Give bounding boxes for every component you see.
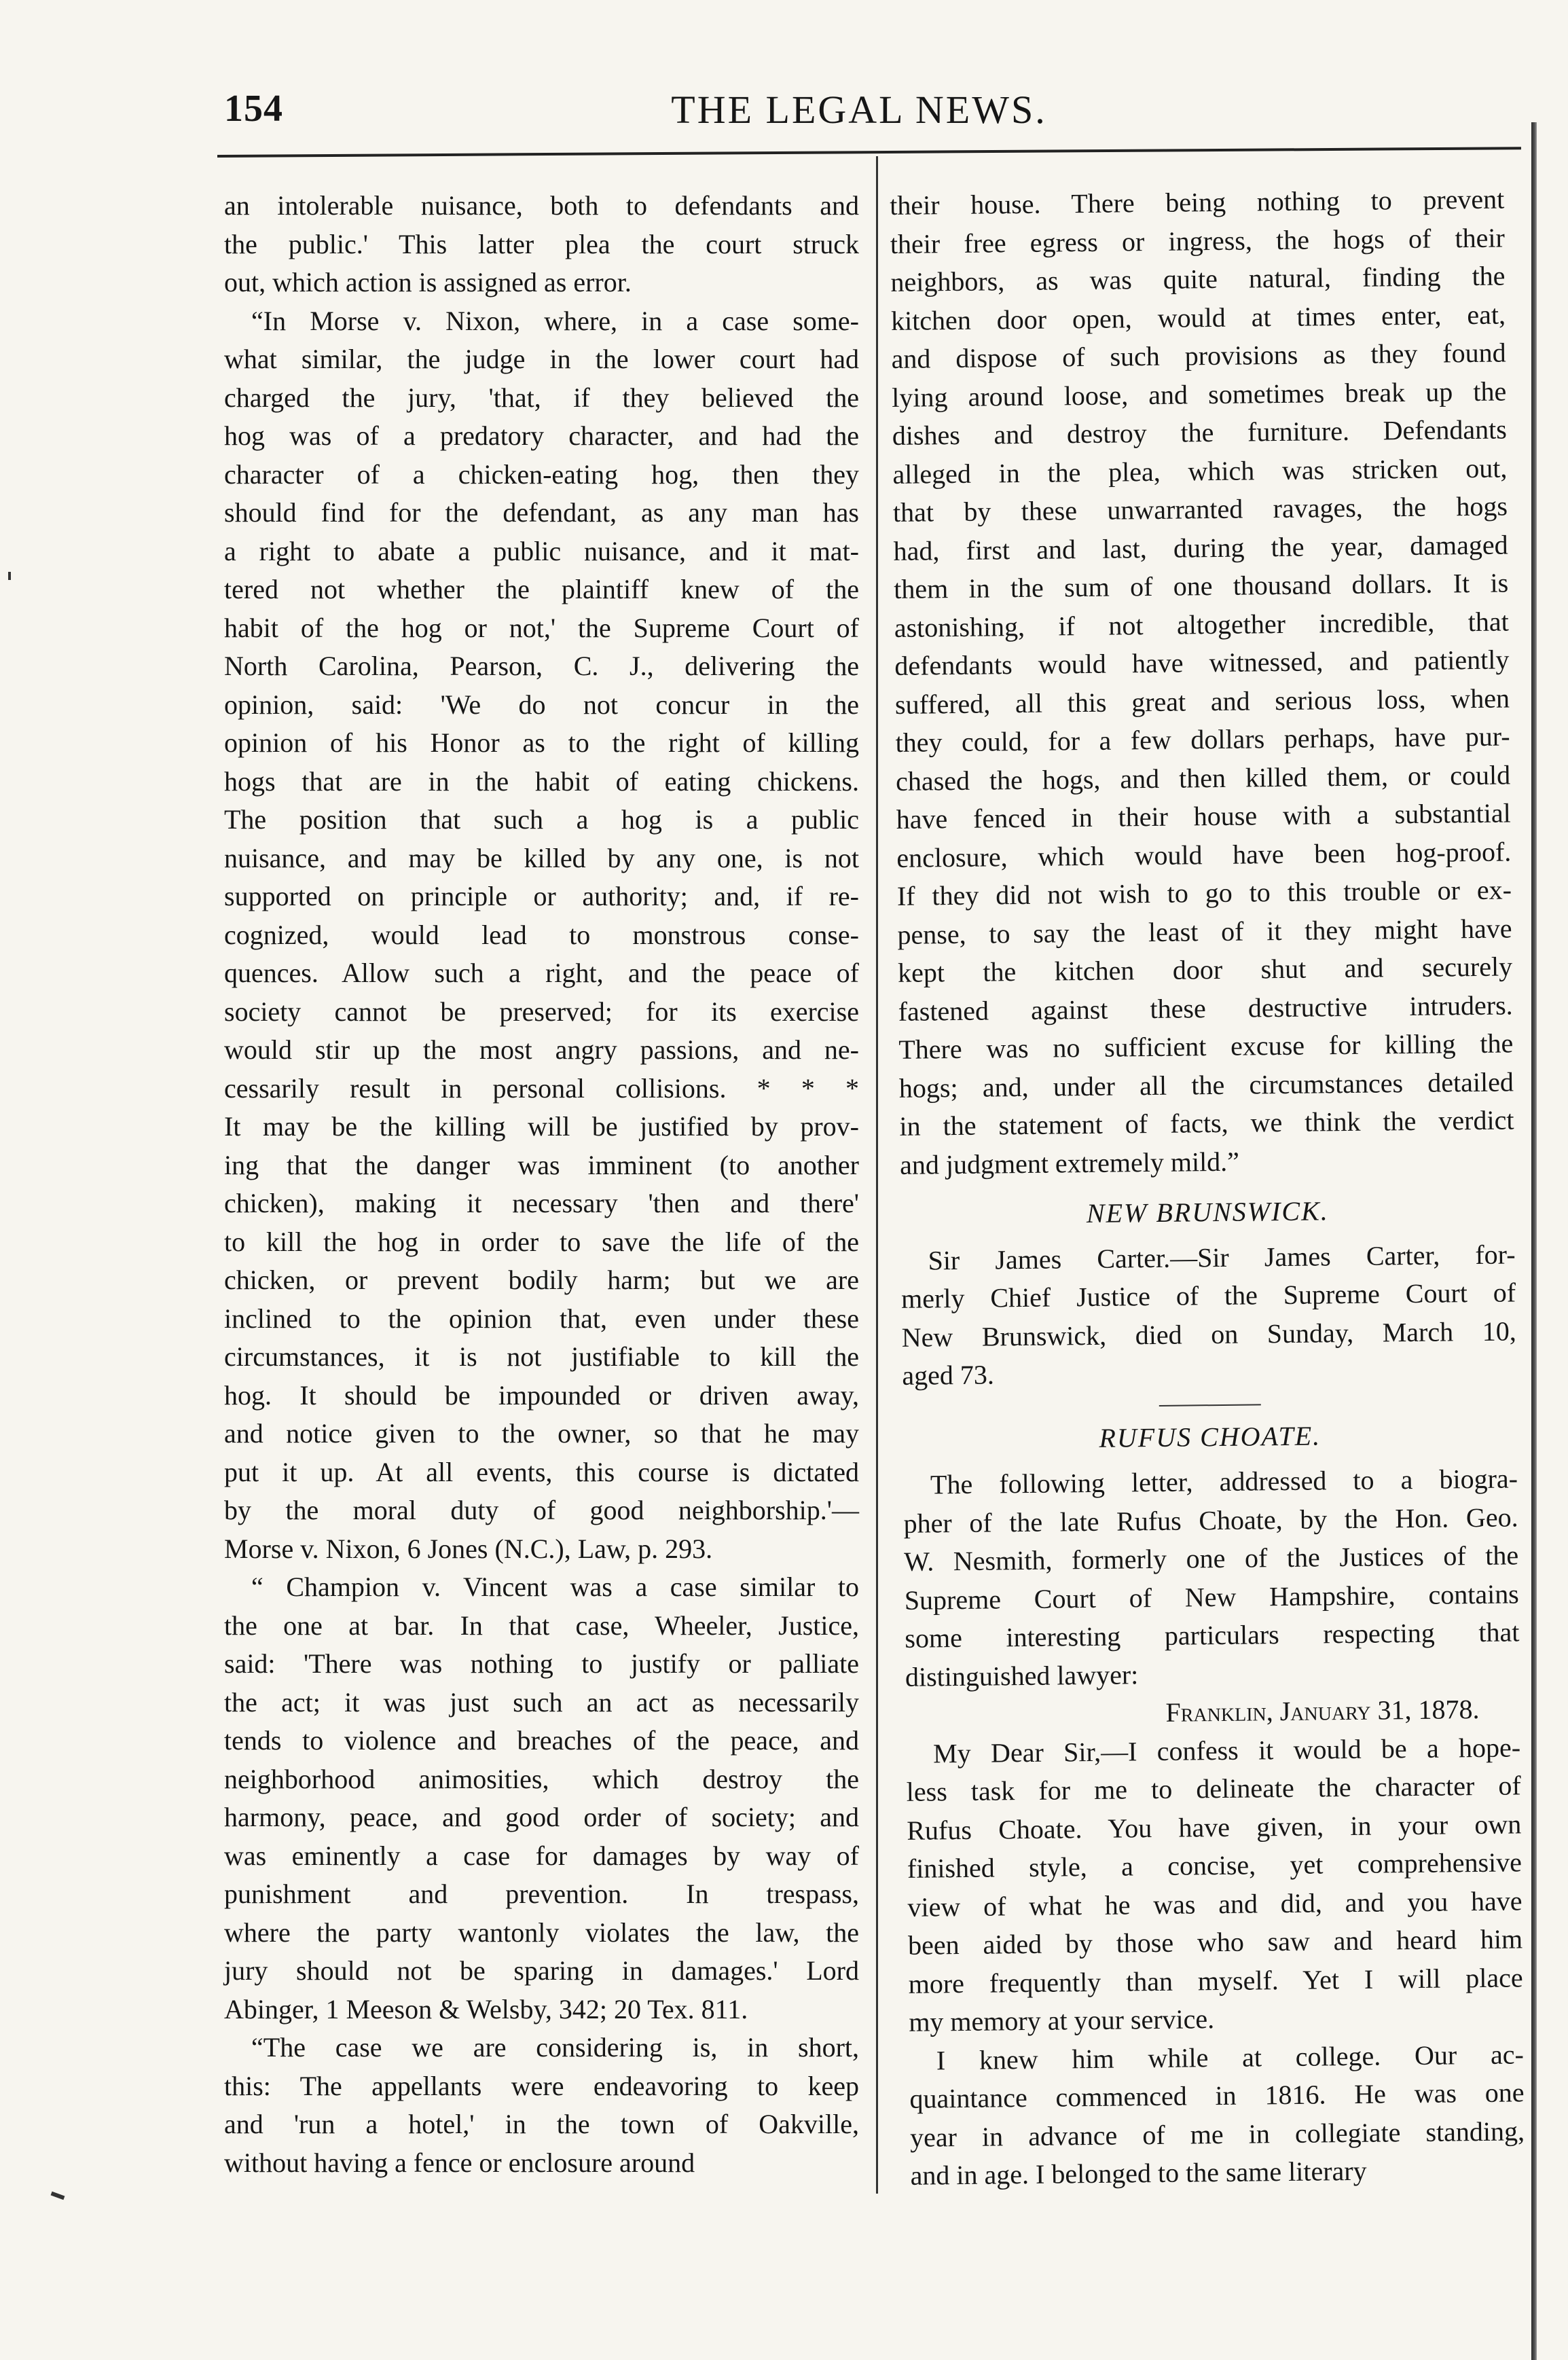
text-line: put it up. At all events, this course is dictated xyxy=(224,1456,859,1487)
hotel-case-continuation xyxy=(890,181,1514,1184)
new-brunswick-notice xyxy=(900,1235,1516,1395)
text-line: W. Nesmith, formerly one of the Justices of the xyxy=(903,1540,1519,1577)
text-line: supported on principle or authority; and, if re- xyxy=(224,881,859,911)
text-line: cognized, would lead to monstrous conse- xyxy=(224,919,859,950)
margin-mark xyxy=(51,2192,65,2200)
text-line: neighborhood animosities, which destroy the xyxy=(224,1763,859,1794)
text-line: hogs; and, under all the circumstances detailed xyxy=(898,1066,1514,1104)
text-line: and notice given to the owner, so that he may xyxy=(224,1418,859,1449)
text-line: out, which action is assigned as error. xyxy=(224,267,632,297)
letter-paragraph-2 xyxy=(909,2035,1525,2195)
text-line: pher of the late Rufus Choate, by the Hon. Geo. xyxy=(903,1501,1518,1539)
text-line: charged the jury, 'that, if they believed the xyxy=(224,382,859,413)
text-line: was eminently a case for damages by way of xyxy=(224,1840,859,1871)
text-line: would stir up the most angry passions, and ne- xyxy=(224,1034,859,1065)
header-rule xyxy=(217,147,1521,158)
text-line: less task for me to delineate the character of xyxy=(906,1770,1521,1807)
column-divider xyxy=(876,156,878,2194)
text-line: should find for the defendant, as any man has xyxy=(224,497,859,528)
text-line: astonishing, if not altogether incredible, that xyxy=(894,605,1509,643)
right-column xyxy=(890,181,1525,2196)
text-line: Abinger, 1 Meeson & Welsby, 342; 20 Tex. 811. xyxy=(224,1993,748,2025)
text-line: been aided by those who saw and heard him xyxy=(907,1923,1523,1961)
text-line: a right to abate a public nuisance, and it mat- xyxy=(224,535,859,566)
text-line: opinion, said: 'We do not concur in the xyxy=(224,689,859,720)
text-line: jury should not be sparing in damages.' Lord xyxy=(224,1955,859,1986)
text-line: some interesting particulars respecting that xyxy=(905,1616,1520,1654)
text-line: year in advance of me in collegiate standing, xyxy=(909,2115,1525,2153)
text-line: in the statement of facts, we think the verdict xyxy=(899,1104,1514,1142)
page-edge-shadow xyxy=(1531,122,1537,2360)
text-line: aged 73. xyxy=(902,1359,995,1391)
text-line: Sir James Carter.—Sir James Carter, for- xyxy=(928,1238,1516,1275)
text-line: “In Morse v. Nixon, where, in a case some- xyxy=(251,305,859,336)
section-heading-new-brunswick: NEW BRUNSWICK. xyxy=(1086,1195,1329,1229)
text-line: more frequently than myself. Yet I will place xyxy=(908,1961,1523,1999)
letter-dateline: Franklin, January 31, 1878. xyxy=(1165,1694,1480,1728)
text-line: quences. Allow such a right, and the peace of xyxy=(224,958,859,988)
text-line: tends to violence and breaches of the peace, and xyxy=(224,1725,859,1756)
text-line: an intolerable nuisance, both to defendants and xyxy=(224,190,859,221)
text-line: hogs that are in the habit of eating chickens. xyxy=(224,765,859,797)
text-line: finished style, a concise, yet comprehensive xyxy=(907,1847,1523,1884)
text-line: neighbors, as was quite natural, finding the xyxy=(890,260,1506,297)
journal-title: THE LEGAL NEWS. xyxy=(671,88,1047,132)
text-line: character of a chicken-eating hog, then they xyxy=(224,458,859,490)
section-divider xyxy=(1159,1404,1260,1406)
text-line: view of what he was and did, and you have xyxy=(907,1885,1523,1923)
text-line: hog. It should be impounded or driven away, xyxy=(224,1379,859,1411)
text-line: them in the sum of one thousand dollars. It is xyxy=(893,567,1509,604)
text-line: defendants would have witnessed, and patiently xyxy=(894,644,1510,681)
text-line: It may be the killing will be justified by prov- xyxy=(224,1111,859,1142)
text-line: There was no sufficient excuse for killing the xyxy=(898,1028,1514,1065)
text-line: to kill the hog in order to save the life of the xyxy=(224,1226,859,1257)
text-line: and in age. I belonged to the same literary xyxy=(910,2155,1367,2191)
text-line: “The case we are considering is, in short, xyxy=(251,2032,859,2063)
text-line: my memory at your service. xyxy=(909,2003,1215,2037)
margin-mark xyxy=(8,572,11,580)
text-line: alleged in the plea, which was stricken out, xyxy=(892,452,1508,490)
text-line: distinguished lawyer: xyxy=(905,1658,1139,1692)
text-line: by the moral duty of good neighborship.'— xyxy=(224,1495,859,1525)
left-column xyxy=(224,187,859,2182)
text-line: and 'run a hotel,' in the town of Oakville, xyxy=(224,2109,859,2139)
text-line: enclosure, which would have been hog-proof. xyxy=(896,835,1512,873)
text-line: quaintance commenced in 1816. He was one xyxy=(909,2077,1525,2114)
text-line: North Carolina, Pearson, C. J., delivering the xyxy=(224,651,859,681)
text-line: My Dear Sir,—I confess it would be a hope- xyxy=(932,1731,1521,1768)
text-line: The position that such a hog is a public xyxy=(224,804,859,835)
text-line: circumstances, it is not justifiable to kill the xyxy=(224,1341,859,1372)
text-line: punishment and prevention. In trespass, xyxy=(224,1878,859,1909)
text-line: chicken), making it necessary 'then and there' xyxy=(224,1188,859,1218)
text-line: tered not whether the plaintiff knew of the xyxy=(224,574,859,604)
text-line: they could, for a few dollars perhaps, have pur- xyxy=(895,721,1510,758)
text-line: have fenced in their house with a substantial xyxy=(896,797,1511,835)
text-line: the act; it was just such an act as necessarily xyxy=(224,1686,859,1718)
text-line: Supreme Court of New Hampshire, contains xyxy=(904,1578,1519,1616)
text-line: what similar, the judge in the lower court had xyxy=(224,344,859,374)
section-heading-rufus-choate: RUFUS CHOATE. xyxy=(1099,1419,1321,1453)
text-line: their house. There being nothing to prevent xyxy=(890,183,1505,221)
text-line: habit of the hog or not,' the Supreme Court of xyxy=(224,612,859,643)
page-number: 154 xyxy=(224,88,283,130)
text-line: their free egress or ingress, the hogs of their xyxy=(890,222,1506,259)
text-line: harmony, peace, and good order of society; and xyxy=(224,1802,859,1832)
text-line: The following letter, addressed to a biogra- xyxy=(930,1463,1518,1500)
text-line: chicken, or prevent bodily harm; but we are xyxy=(224,1265,859,1295)
text-line: where the party wantonly violates the law, the xyxy=(224,1917,859,1948)
text-line: and dispose of such provisions as they found xyxy=(891,337,1506,374)
text-line: chased the hogs, and then killed them, or could xyxy=(895,759,1511,797)
text-line: nuisance, and may be killed by any one, is not xyxy=(224,842,859,873)
text-line: without having a fence or enclosure around xyxy=(224,2147,695,2178)
text-line: society cannot be preserved; for its exercise xyxy=(224,996,859,1027)
text-line: Morse v. Nixon, 6 Jones (N.C.), Law, p. 293. xyxy=(224,1533,713,1564)
text-line: New Brunswick, died on Sunday, March 10, xyxy=(901,1315,1516,1353)
text-line: kitchen door open, would at times enter, eat, xyxy=(890,299,1506,336)
text-line: Rufus Choate. You have given, in your own xyxy=(907,1808,1522,1846)
text-line: suffered, all this great and serious loss, when xyxy=(894,682,1510,720)
text-line: inclined to the opinion that, even under these xyxy=(224,1303,859,1334)
text-line: that by these unwarranted ravages, the hogs xyxy=(892,490,1508,528)
text-line: ing that the danger was imminent (to another xyxy=(224,1149,859,1180)
text-line: the public.' This latter plea the court struck xyxy=(224,228,859,259)
text-line: merly Chief Justice of the Supreme Court of xyxy=(900,1277,1516,1314)
text-line: cessarily result in personal collisions. * * * xyxy=(224,1072,859,1104)
text-line: this: The appellants were endeavoring to keep xyxy=(224,2070,859,2101)
text-line: dishes and destroy the furniture. Defendants xyxy=(892,414,1508,451)
text-line: fastened against these destructive intruders. xyxy=(898,989,1513,1027)
page-header xyxy=(224,80,1494,141)
text-line: and judgment extremely mild.” xyxy=(899,1146,1240,1180)
letter-paragraph-1 xyxy=(906,1728,1524,2041)
text-line: “ Champion v. Vincent was a case similar to xyxy=(251,1572,859,1602)
text-line: the one at bar. In that case, Wheeler, Justice, xyxy=(224,1610,859,1641)
text-line: opinion of his Honor as to the right of killing xyxy=(224,727,859,758)
text-line: I knew him while at college. Our ac- xyxy=(936,2038,1525,2075)
rufus-choate-intro xyxy=(903,1459,1520,1696)
text-line: hog was of a predatory character, and had the xyxy=(224,420,859,451)
text-line: pense, to say the least of it they might have xyxy=(897,912,1512,950)
text-line: If they did not wish to go to this trouble or ex- xyxy=(896,874,1512,911)
text-line: said: 'There was nothing to justify or palliate xyxy=(224,1648,859,1679)
text-line: kept the kitchen door shut and securely xyxy=(897,951,1513,988)
text-line: had, first and last, during the year, damaged xyxy=(893,528,1508,566)
text-line: lying around loose, and sometimes break up the xyxy=(892,376,1507,413)
